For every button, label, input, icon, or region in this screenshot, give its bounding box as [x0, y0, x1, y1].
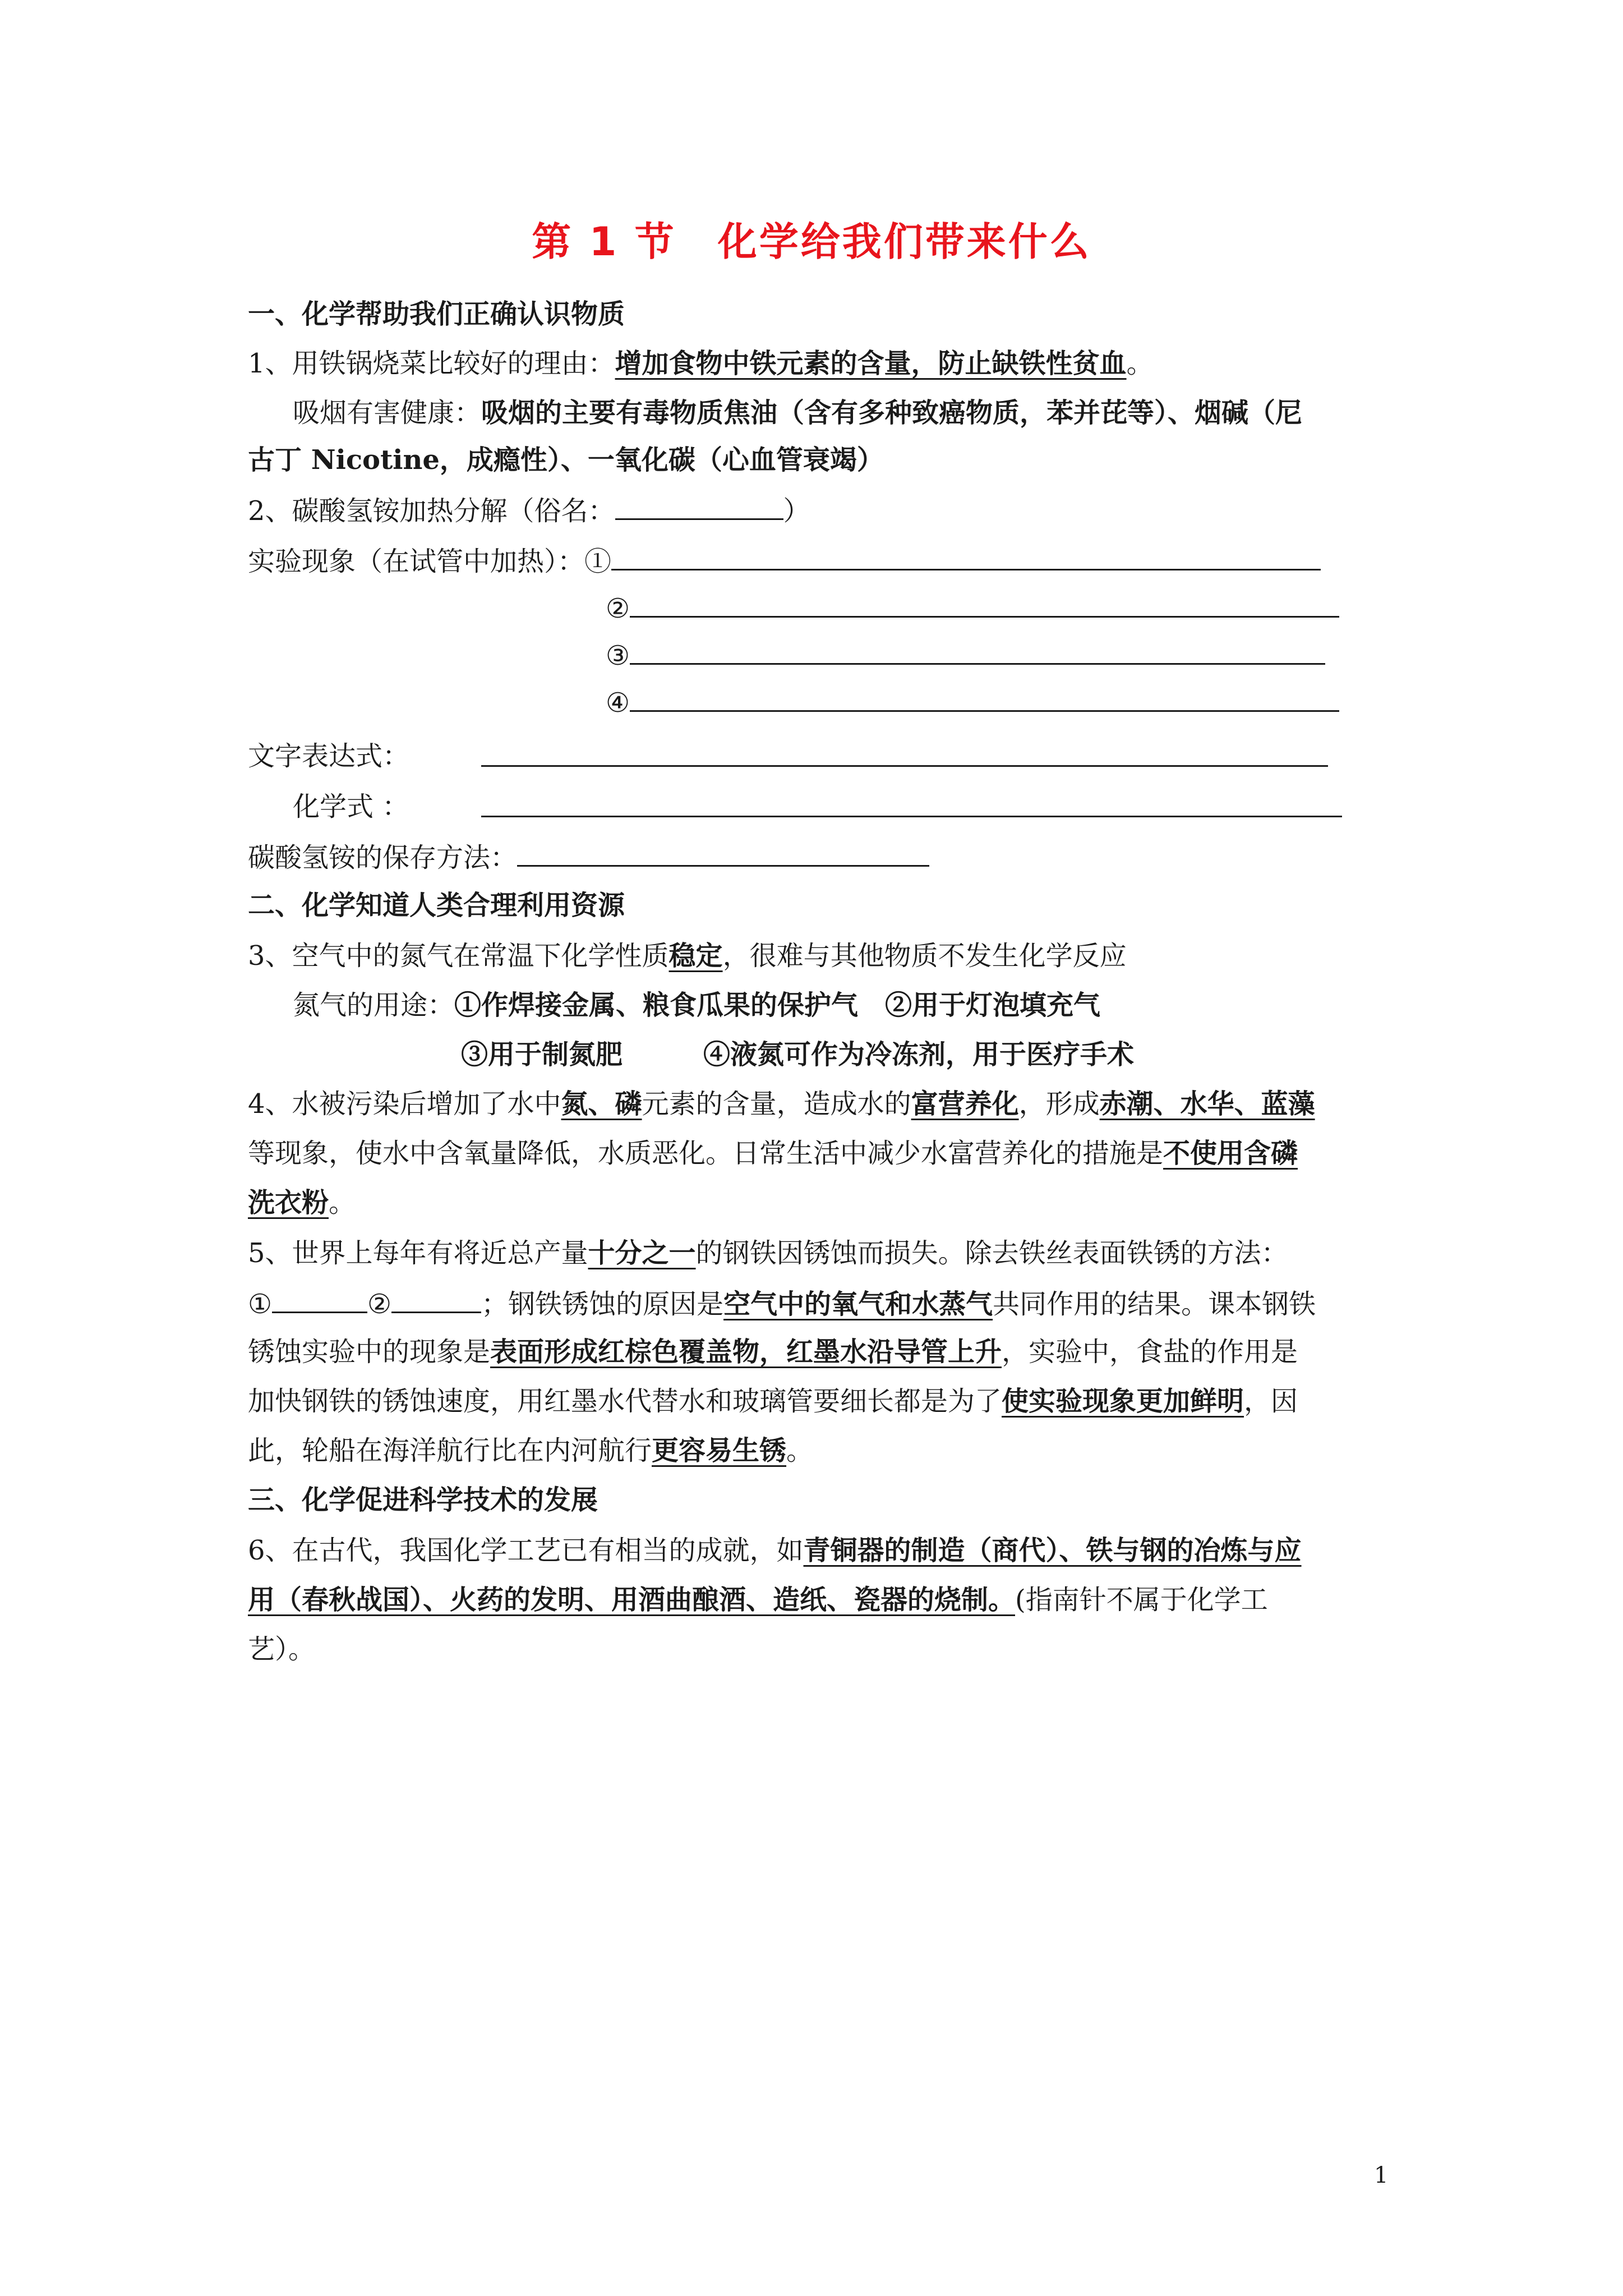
q5-text-e: 锈蚀实验中的现象是: [248, 1336, 491, 1368]
word-equation-label: 文字表达式：: [248, 740, 410, 772]
formula-label: 化学式 ：: [293, 791, 409, 822]
q5-text-i: 此，轮船在海洋航行比在内河航行: [248, 1435, 652, 1466]
q4-text-e: 。: [329, 1187, 356, 1218]
mark-4: ④: [606, 687, 630, 719]
question-5-line-1: [248, 1237, 1288, 1269]
experiment-line-2: [606, 591, 1339, 624]
q2-blank[interactable]: [615, 494, 783, 520]
q5-text-f: ，实验中，食盐的作用是: [1002, 1336, 1298, 1368]
smoke-text-1: 吸烟的主要有毒物质焦油（含有多种致癌物质，苯并芘等）、烟碱（尼: [481, 397, 1303, 429]
formula-blank[interactable]: [481, 791, 1342, 817]
q5-text-b: 的钢铁因锈蚀而损失。除去铁丝表面铁锈的方法：: [695, 1237, 1288, 1269]
q5-text-g: 加快钢铁的锈蚀速度，用红墨水代替水和玻璃管要细长都是为了: [248, 1386, 1002, 1417]
question-4-line-1: [248, 1088, 1315, 1120]
nitrogen-uses-1: [293, 990, 1100, 1021]
section-heading-1: 一、化学帮助我们正确认识物质: [248, 298, 625, 330]
q4-answer-3: 赤潮、水华、蓝藻: [1099, 1088, 1315, 1120]
experiment-line-1: [248, 544, 1321, 577]
experiment-blank-1[interactable]: [611, 544, 1321, 570]
question-1: [248, 348, 1154, 379]
experiment-line-4: [606, 685, 1339, 719]
q6-text-b: (指南针不属于化学工: [1015, 1584, 1268, 1616]
smoking-line-1: [293, 397, 1302, 429]
q5-text-c: ；钢铁锈蚀的原因是: [481, 1289, 724, 1320]
page-title: 第 1 节 化学给我们带来什么: [532, 219, 1091, 265]
question-5-line-2: [248, 1287, 1316, 1320]
question-5-line-5: [248, 1435, 813, 1466]
q3-text-b: ，很难与其他物质不发生化学反应: [722, 940, 1127, 972]
q5-text-d: 共同作用的结果。课本钢铁: [993, 1289, 1316, 1320]
q1-prefix: 1、用铁锅烧菜比较好的理由：: [248, 348, 615, 379]
q4-answer-4b: 洗衣粉: [248, 1187, 329, 1218]
question-6-line-3: 艺）。: [248, 1634, 316, 1665]
section-heading-3: 三、化学促进科学技术的发展: [248, 1484, 598, 1516]
storage-blank[interactable]: [517, 840, 929, 867]
q1-answer: 增加食物中铁元素的含量，防止缺铁性贫血: [615, 348, 1127, 379]
mark-1: ①: [584, 546, 612, 577]
nitrogen-use-1: ①作焊接金属、粮食瓜果的保护气 ②用于灯泡填充气: [454, 990, 1101, 1021]
q4-text-a: 4、水被污染后增加了水中: [248, 1088, 561, 1120]
section-heading-2: 二、化学知道人类合理利用资源: [248, 890, 625, 921]
page-number: 1: [1374, 2162, 1389, 2188]
storage-line: [248, 840, 929, 873]
smoke-prefix: 吸烟有害健康：: [293, 397, 482, 429]
question-4-line-2: [248, 1138, 1298, 1169]
q5-answer-5: 更容易生锈: [652, 1435, 787, 1466]
q5-answer-2: 空气中的氧气和水蒸气: [723, 1289, 993, 1320]
question-2: [248, 494, 810, 527]
q4-text-c: ，形成: [1018, 1088, 1100, 1120]
q2-end: ）: [783, 495, 810, 527]
question-6-line-2: [248, 1584, 1268, 1616]
q4-answer-4a: 不使用含磷: [1163, 1138, 1298, 1169]
experiment-blank-3[interactable]: [630, 638, 1325, 665]
mark-3: ③: [606, 640, 630, 671]
q4-text-b: 元素的含量，造成水的: [642, 1088, 911, 1120]
q5-text-h: ，因: [1244, 1386, 1298, 1417]
q5-text-j: 。: [786, 1435, 814, 1466]
mark-2: ②: [606, 593, 630, 624]
question-3: [248, 940, 1127, 972]
q6-answer-2: 用（春秋战国）、火药的发明、用酒曲酿酒、造纸、瓷器的烧制。: [248, 1584, 1016, 1616]
q4-answer-2: 富营养化: [911, 1088, 1019, 1120]
nitrogen-uses-prefix: 氮气的用途：: [293, 990, 455, 1021]
q5-mark-2: ②: [367, 1289, 392, 1320]
experiment-blank-4[interactable]: [630, 685, 1339, 712]
question-6-line-1: [248, 1535, 1302, 1566]
word-equation-blank[interactable]: [481, 740, 1328, 767]
q5-answer-3: 表面形成红棕色覆盖物，红墨水沿导管上升: [490, 1336, 1002, 1368]
q5-blank-1[interactable]: [272, 1287, 367, 1313]
q3-text-a: 3、空气中的氮气在常温下化学性质: [248, 940, 669, 972]
storage-label: 碳酸氢铵的保存方法：: [248, 842, 518, 873]
experiment-label: 实验现象（在试管中加热）：: [248, 546, 585, 577]
q5-answer-4: 使实验现象更加鲜明: [1002, 1386, 1244, 1417]
question-5-line-3: [248, 1336, 1298, 1368]
q5-text-a: 5、世界上每年有将近总产量: [248, 1237, 588, 1269]
smoking-line-2: 古丁 Nicotine，成瘾性）、一氧化碳（心血管衰竭）: [248, 444, 884, 476]
q5-blank-2[interactable]: [391, 1287, 481, 1313]
q1-end: 。: [1126, 348, 1154, 379]
experiment-line-3: [606, 638, 1325, 671]
q5-answer-1: 十分之一: [588, 1237, 696, 1269]
question-4-line-3: [248, 1187, 356, 1218]
q6-text-a: 6、在古代，我国化学工艺已有相当的成就，如: [248, 1535, 804, 1566]
q6-answer-1: 青铜器的制造（商代）、铁与钢的冶炼与应: [803, 1535, 1302, 1566]
q4-answer-1: 氮、磷: [561, 1088, 642, 1120]
q4-text-d: 等现象，使水中含氧量降低，水质恶化。日常生活中减少水富营养化的措施是: [248, 1138, 1164, 1169]
q2-prefix: 2、碳酸氢铵加热分解（俗名：: [248, 495, 615, 527]
q5-mark-1: ①: [248, 1289, 273, 1320]
nitrogen-uses-2: ③用于制氮肥 ④液氮可作为冷冻剂，用于医疗手术: [461, 1039, 1135, 1070]
q3-answer: 稳定: [668, 940, 723, 972]
experiment-blank-2[interactable]: [630, 591, 1339, 618]
question-5-line-4: [248, 1386, 1298, 1417]
